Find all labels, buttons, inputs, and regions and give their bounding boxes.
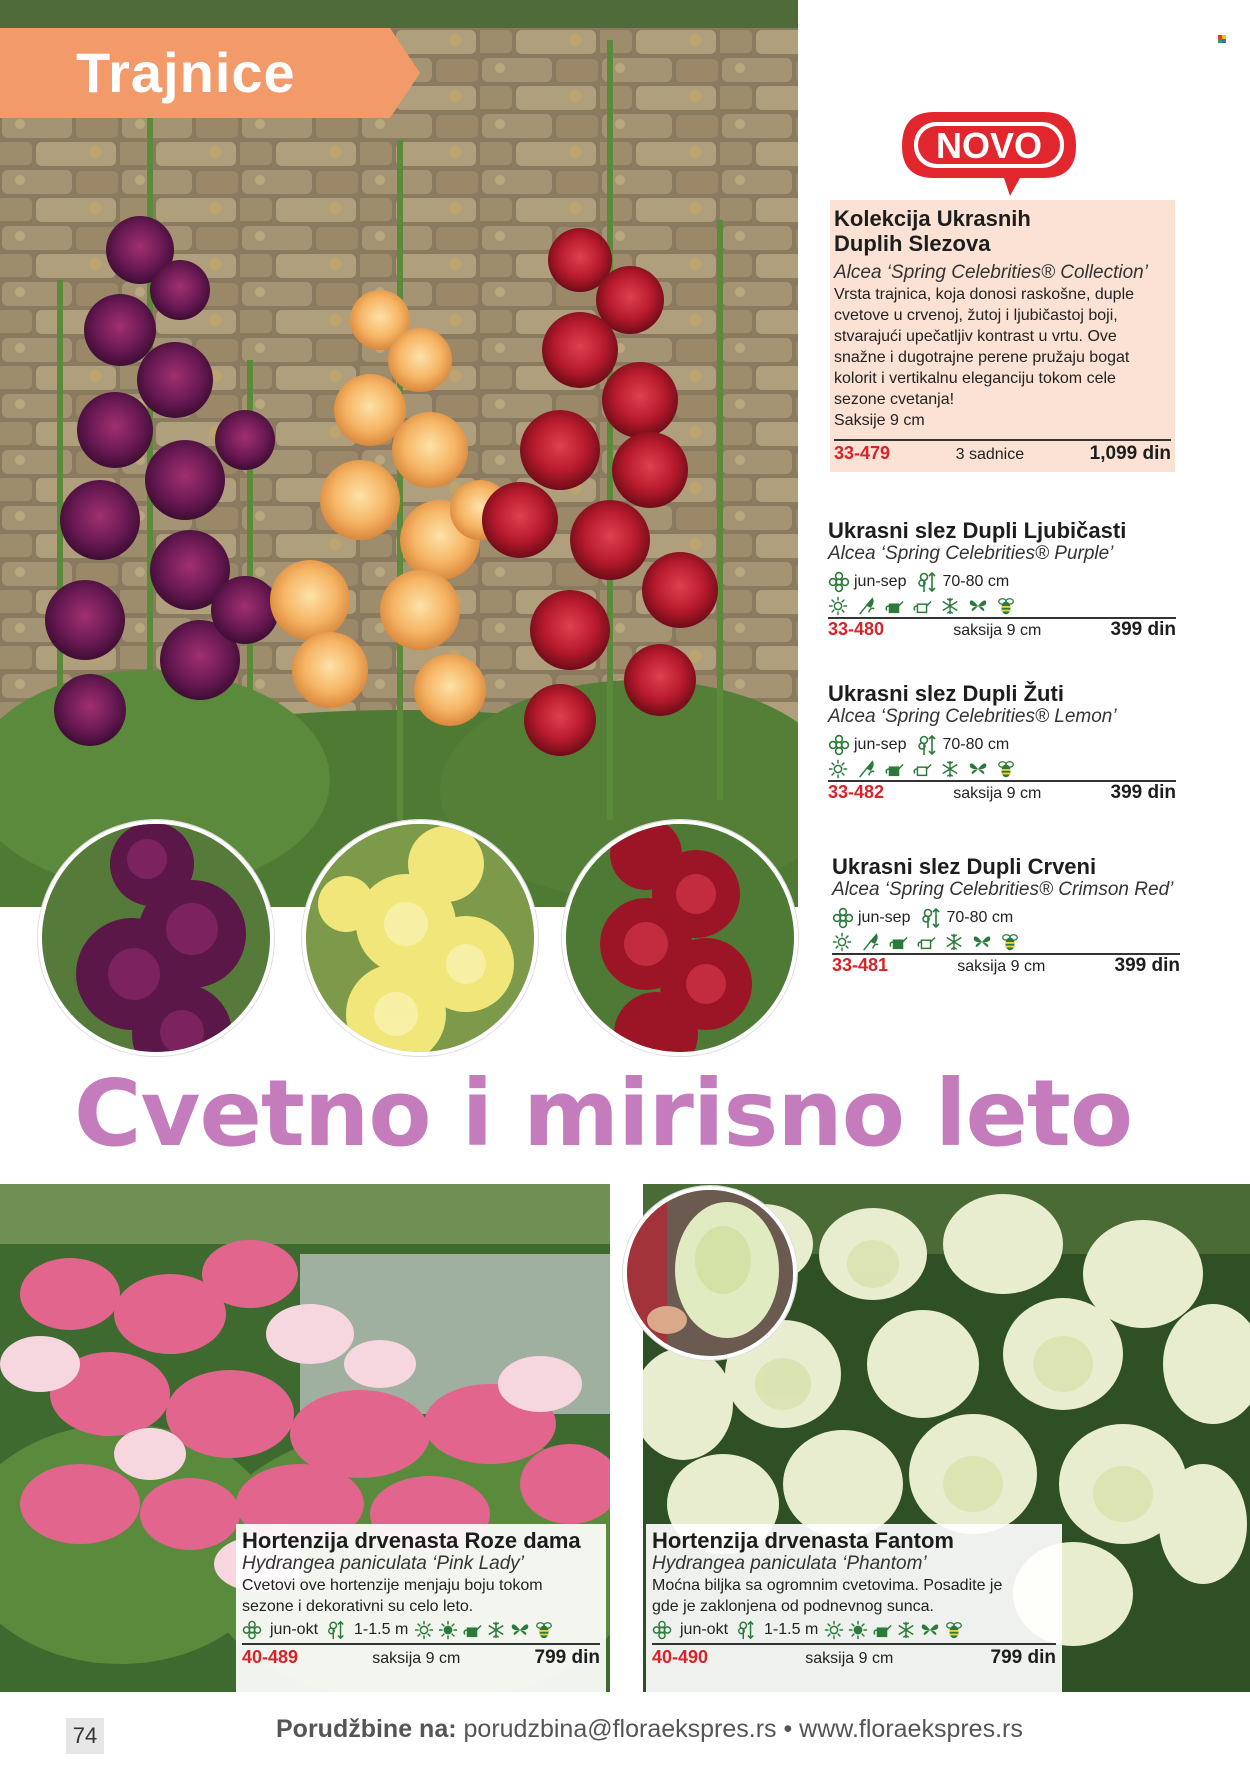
inset-yellow-flower (302, 820, 538, 1056)
pot-size: saksija 9 cm (953, 622, 1042, 639)
inset-red-flower (562, 820, 798, 1056)
watering-can-icon (916, 932, 936, 952)
care-icons (652, 1617, 1056, 1645)
height-icon (920, 907, 942, 929)
product-latin-name: Alcea ‘Spring Celebrities® Lemon’ (828, 706, 1117, 727)
bee-icon (944, 1620, 964, 1640)
bee-icon (1000, 932, 1020, 952)
watering-can-icon (872, 1620, 892, 1640)
product-title: Ukrasni slez Dupli Žuti (828, 681, 1064, 706)
product-price: 399 din (1114, 955, 1180, 976)
pot-size: saksija 9 cm (372, 1650, 461, 1667)
footer-order-label: Porudžbine na: (276, 1715, 457, 1743)
hero-photo-hollyhocks (0, 0, 798, 907)
collection-card (830, 200, 1175, 472)
product-price: 399 din (1110, 619, 1176, 640)
sun-icon (828, 596, 848, 616)
height-icon (916, 571, 938, 593)
butterfly-icon (920, 1620, 940, 1640)
hydrangea-description-line1: Moćna biljka sa ogromnim cvetovima. Posadite je (652, 1577, 1003, 1594)
pot-size: saksija 9 cm (805, 1650, 894, 1667)
corner-mark-icon (1218, 35, 1226, 43)
height-icon (736, 1620, 756, 1640)
product-latin-name: Alcea ‘Spring Celebrities® Purple’ (828, 543, 1114, 564)
flower-icon (652, 1620, 672, 1640)
sun-icon (832, 932, 852, 952)
care-icons (832, 931, 1180, 955)
product-code: 33-481 (832, 955, 889, 975)
sun-icon (828, 759, 848, 779)
hydrangea-price: 799 din (990, 1647, 1056, 1668)
hydrangea-code: 40-490 (652, 1647, 709, 1667)
product-card-yellow (828, 681, 1176, 810)
hydrangea-title: Hortenzija drvenasta Roze dama (242, 1528, 581, 1553)
bloom-period: jun-okt (270, 1621, 319, 1638)
hydrangea-title: Hortenzija drvenasta Fantom (652, 1528, 954, 1553)
care-icons (828, 758, 1176, 782)
watering-can-icon (884, 596, 904, 616)
watering-can-icon (912, 759, 932, 779)
pot-size: saksija 9 cm (953, 785, 1042, 802)
bloom-period: jun-sep (858, 909, 911, 926)
product-code: 33-482 (828, 782, 885, 802)
footer-contact-links[interactable]: porudzbina@floraekspres.rs • www.floraekspres.rs (463, 1715, 1023, 1743)
product-latin-name: Alcea ‘Spring Celebrities® Crimson Red’ (832, 879, 1174, 900)
snowflake-icon (940, 596, 960, 616)
hydrangea-description-line2: gde je zaklonjena od podnevnog sunca. (652, 1598, 934, 1615)
collection-title-line2: Duplih Slezova (834, 231, 991, 256)
butterfly-icon (510, 1620, 530, 1640)
butterfly-icon (968, 596, 988, 616)
half-shade-icon (438, 1620, 458, 1640)
bee-icon (996, 596, 1016, 616)
hydrangea-description-line1: Cvetovi ove hortenzije menjaju boju tokom (242, 1577, 543, 1594)
bloom-period: jun-sep (854, 573, 907, 590)
collection-description: Vrsta trajnica, koja donosi raskošne, duple cvetove u crvenoj, žutoj i ljubičastoj boji, stvarajući upečatljiv kontrast u vrtu. Ove snažne i dugotrajne perene pružaju bogat kolorit i vertikalnu eleganciju tokom cele sezone cvetanja! (834, 286, 1135, 408)
hydrangea-price: 799 din (534, 1647, 600, 1668)
butterfly-icon (968, 759, 988, 779)
page-number: 74 (66, 1718, 104, 1754)
product-code: 33-480 (828, 619, 885, 639)
watering-can-icon (462, 1620, 482, 1640)
snowflake-icon (486, 1620, 506, 1640)
watering-can-icon (888, 932, 908, 952)
product-price: 399 din (1110, 782, 1176, 803)
pot-size: saksija 9 cm (957, 958, 1046, 975)
bloom-period: jun-sep (854, 736, 907, 753)
shovel-icon (856, 596, 876, 616)
product-title: Ukrasni slez Dupli Ljubičasti (828, 518, 1127, 543)
section-tag (0, 28, 420, 118)
watering-can-icon (884, 759, 904, 779)
flower-icon (242, 1620, 262, 1640)
hydrangea-code: 40-489 (242, 1647, 299, 1667)
half-shade-icon (848, 1620, 868, 1640)
shovel-icon (860, 932, 880, 952)
collection-quantity: 3 sadnice (955, 446, 1025, 463)
bee-icon (534, 1620, 554, 1640)
height-icon (916, 734, 938, 756)
flower-icon (828, 571, 850, 593)
sun-icon (414, 1620, 434, 1640)
new-badge-label: NOVO (935, 125, 1043, 166)
plant-height: 1-1.5 m (354, 1621, 409, 1638)
snowflake-icon (940, 759, 960, 779)
hydrangea-latin-name: Hydrangea paniculata ‘Phantom’ (652, 1553, 927, 1574)
plant-height: 70-80 cm (942, 573, 1010, 590)
hydrangea-description-line2: sezone i dekorativni su celo leto. (242, 1598, 474, 1615)
flower-icon (828, 734, 850, 756)
collection-price: 1,099 din (1089, 443, 1171, 464)
snowflake-icon (896, 1620, 916, 1640)
collection-pot-note: Saksije 9 cm (834, 412, 925, 429)
collection-code: 33-479 (834, 443, 891, 463)
hydrangea-latin-name: Hydrangea paniculata ‘Pink Lady’ (242, 1553, 525, 1574)
collection-title-line1: Kolekcija Ukrasnih (834, 206, 1031, 231)
flower-icon (832, 907, 854, 929)
product-card-red (832, 854, 1180, 983)
hydrangea-card-white (646, 1524, 1062, 1692)
plant-height: 70-80 cm (942, 736, 1010, 753)
product-title: Ukrasni slez Dupli Crveni (832, 854, 1097, 879)
bloom-period: jun-okt (680, 1621, 729, 1638)
shovel-icon (856, 759, 876, 779)
footer-contact (276, 1715, 1023, 1744)
sun-icon (824, 1620, 844, 1640)
hydrangea-card-pink (236, 1524, 606, 1692)
page-headline: Cvetno i mirisno leto (74, 1060, 1133, 1167)
watering-can-icon (912, 596, 932, 616)
new-badge (900, 108, 1078, 196)
care-icons (242, 1617, 600, 1645)
care-icons (828, 595, 1176, 619)
section-tag-label: Trajnice (76, 41, 296, 104)
plant-height: 1-1.5 m (764, 1621, 819, 1638)
plant-height: 70-80 cm (946, 909, 1014, 926)
collection-latin-name: Alcea ‘Spring Celebrities® Collection’ (834, 262, 1148, 283)
butterfly-icon (972, 932, 992, 952)
height-icon (326, 1620, 346, 1640)
snowflake-icon (944, 932, 964, 952)
bee-icon (996, 759, 1016, 779)
product-card-purple (828, 518, 1176, 647)
inset-hydrangea-bloom (623, 1186, 797, 1360)
inset-purple-flower (38, 820, 274, 1056)
